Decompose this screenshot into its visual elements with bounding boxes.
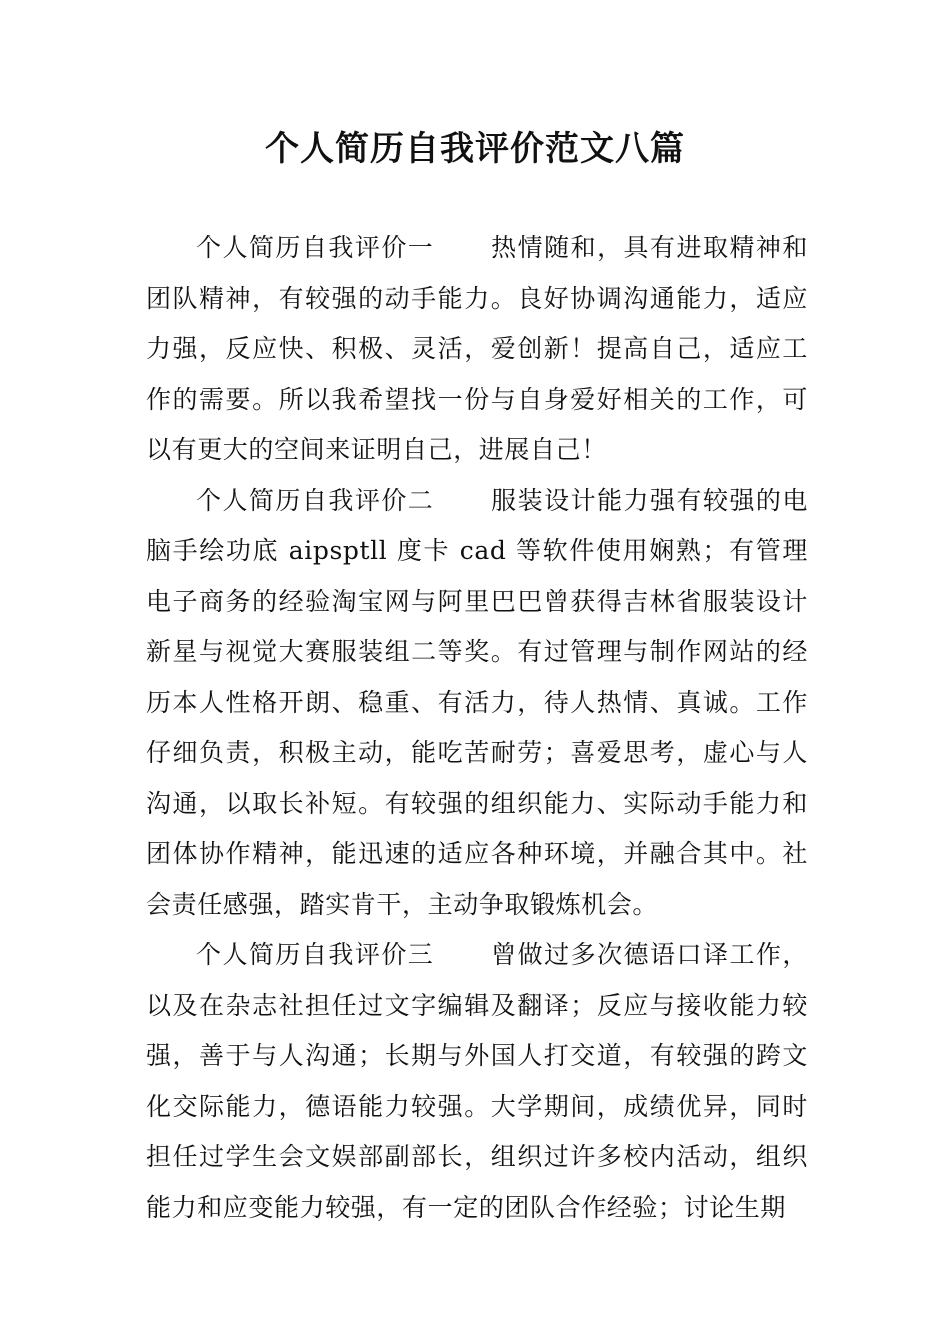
section-text-3: 曾做过多次德语口译工作，以及在杂志社担任过文字编辑及翻译；反应与接收能力较强，善于与人沟通；长期与外国人打交道，有较强的跨文化交际能力，德语能力较强。大学期间，成绩优异，同时担任过学生会文娱部副部长，组织过许多校内活动，组织能力和应变能力较强，有一定的团队合作经验；讨论生期 (146, 940, 809, 1222)
document-title: 个人简历自我评价范文八篇 (265, 129, 685, 169)
section-paragraph-3 (146, 930, 808, 1233)
section-heading-2: 个人简历自我评价二 (196, 485, 435, 515)
section-paragraph-1 (146, 223, 808, 476)
section-heading-3: 个人简历自我评价三 (196, 940, 435, 969)
section-heading-1: 个人简历自我评价一 (196, 233, 435, 262)
section-paragraph-2 (146, 476, 808, 931)
document-body (146, 223, 808, 1233)
section-text-1: 热情随和，具有进取精神和团队精神，有较强的动手能力。良好协调沟通能力，适应力强，反应快、积极、灵活，爱创新！提高自己，适应工作的需要。所以我希望找一份与自身爱好相关的工作，可以有更大的空间来证明自己，进展自己！ (146, 233, 809, 464)
section-text-2: 服装设计能力强有较强的电脑手绘功底 aipsptll 度卡 cad 等软件使用娴熟；有管理电子商务的经验淘宝网与阿里巴巴曾获得吉林省服装设计新星与视觉大赛服装组二等奖。有过管理与制作网站的经历本人性格开朗、稳重、有活力，待人热情、真诚。工作仔细负责，积极主动，能吃苦耐劳；喜爱思考，虚心与人沟通，以取长补短。有较强的组织能力、实际动手能力和团体协作精神，能迅速的适应各种环境，并融合其中。社会责任感强，踏实肯干，主动争取锻炼机会。 (146, 485, 809, 919)
